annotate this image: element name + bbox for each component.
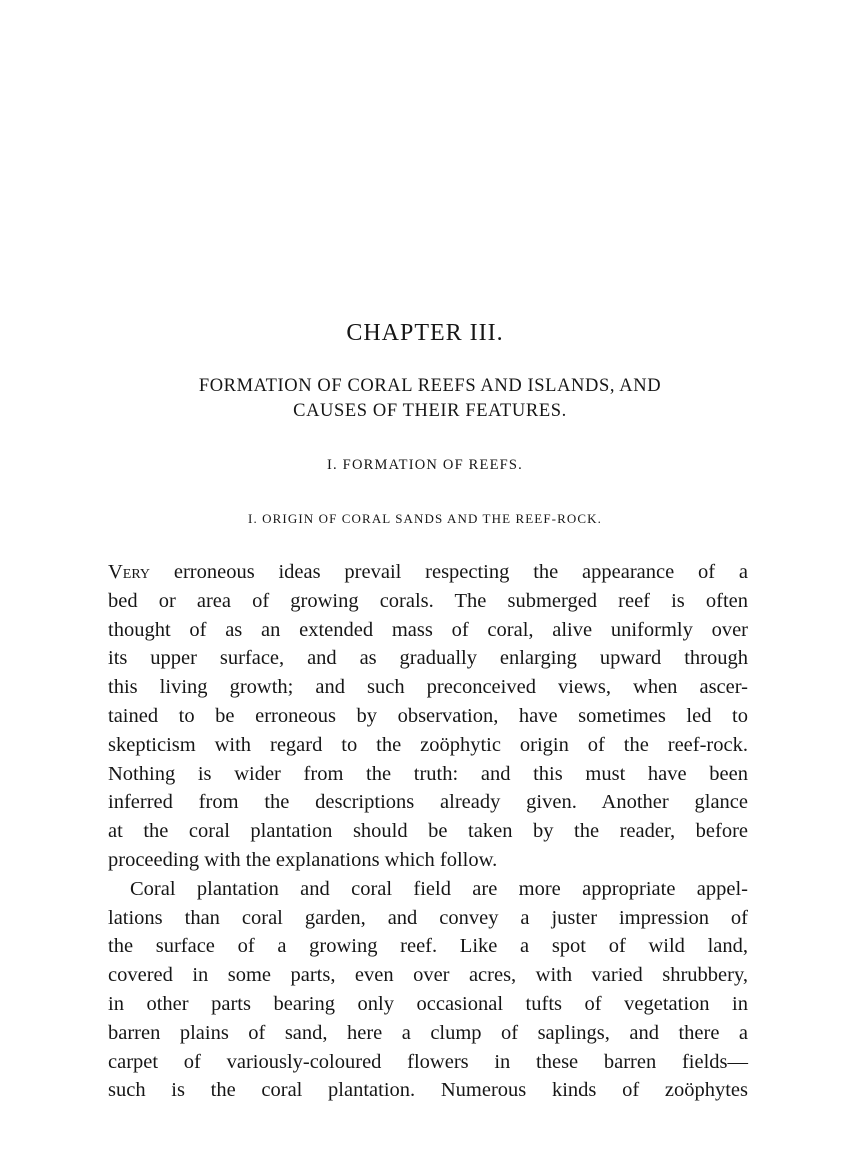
paragraph-2	[108, 875, 748, 1105]
body-text	[108, 558, 748, 1105]
paragraph-1-line: at the coral plantation should be taken by the reader, before	[108, 820, 748, 843]
paragraph-1-line: its upper surface, and as gradually enlarging upward through	[108, 647, 748, 670]
paragraph-1-line	[108, 558, 748, 587]
paragraph-1-line-text: erroneous ideas prevail respecting the appearance of a	[150, 561, 748, 583]
paragraph-2-line: in other parts bearing only occasional tufts of vegetation in	[108, 992, 748, 1015]
paragraph-2-line: carpet of variously-coloured flowers in these barren fields—	[108, 1050, 748, 1073]
paragraph-1-line: tained to be erroneous by observation, have sometimes led to	[108, 704, 748, 727]
paragraph-1-line: this living growth; and such preconceived views, when ascer-	[108, 676, 748, 699]
paragraph-1-line: Nothing is wider from the truth: and this must have been	[108, 762, 748, 785]
chapter-title: CHAPTER III.	[346, 320, 504, 346]
drop-word: Very	[108, 561, 151, 583]
paragraph-1-line: proceeding with the explanations which follow.	[108, 848, 498, 871]
paragraph-2-line: such is the coral plantation. Numerous kinds of zoöphytes	[108, 1079, 748, 1102]
paragraph-2-line: barren plains of sand, here a clump of saplings, and there a	[108, 1021, 748, 1044]
paragraph-1	[108, 558, 748, 875]
chapter-subtitle-line-2: CAUSES OF THEIR FEATURES.	[293, 401, 567, 421]
paragraph-2-line: covered in some parts, even over acres, with varied shrubbery,	[108, 964, 748, 987]
paragraph-2-line: Coral plantation and coral field are more appropriate appel-	[130, 877, 748, 900]
subsection-heading: I. ORIGIN OF CORAL SANDS AND THE REEF-ROCK.	[248, 511, 602, 526]
paragraph-1-line: skepticism with regard to the zoöphytic origin of the reef-rock.	[108, 733, 748, 756]
chapter-subtitle-line-1: FORMATION OF CORAL REEFS AND ISLANDS, AND	[198, 376, 662, 396]
paragraph-1-line: inferred from the descriptions already given. Another glance	[108, 791, 748, 814]
paragraph-2-line: lations than coral garden, and convey a juster impression of	[108, 906, 748, 929]
paragraph-1-line: bed or area of growing corals. The submerged reef is often	[108, 589, 748, 612]
chapter-subtitle	[120, 374, 740, 424]
section-heading: I. FORMATION OF REEFS.	[327, 457, 523, 473]
paragraph-1-line: thought of as an extended mass of coral, alive uniformly over	[108, 618, 748, 641]
paragraph-2-line: the surface of a growing reef. Like a spot of wild land,	[108, 935, 748, 958]
